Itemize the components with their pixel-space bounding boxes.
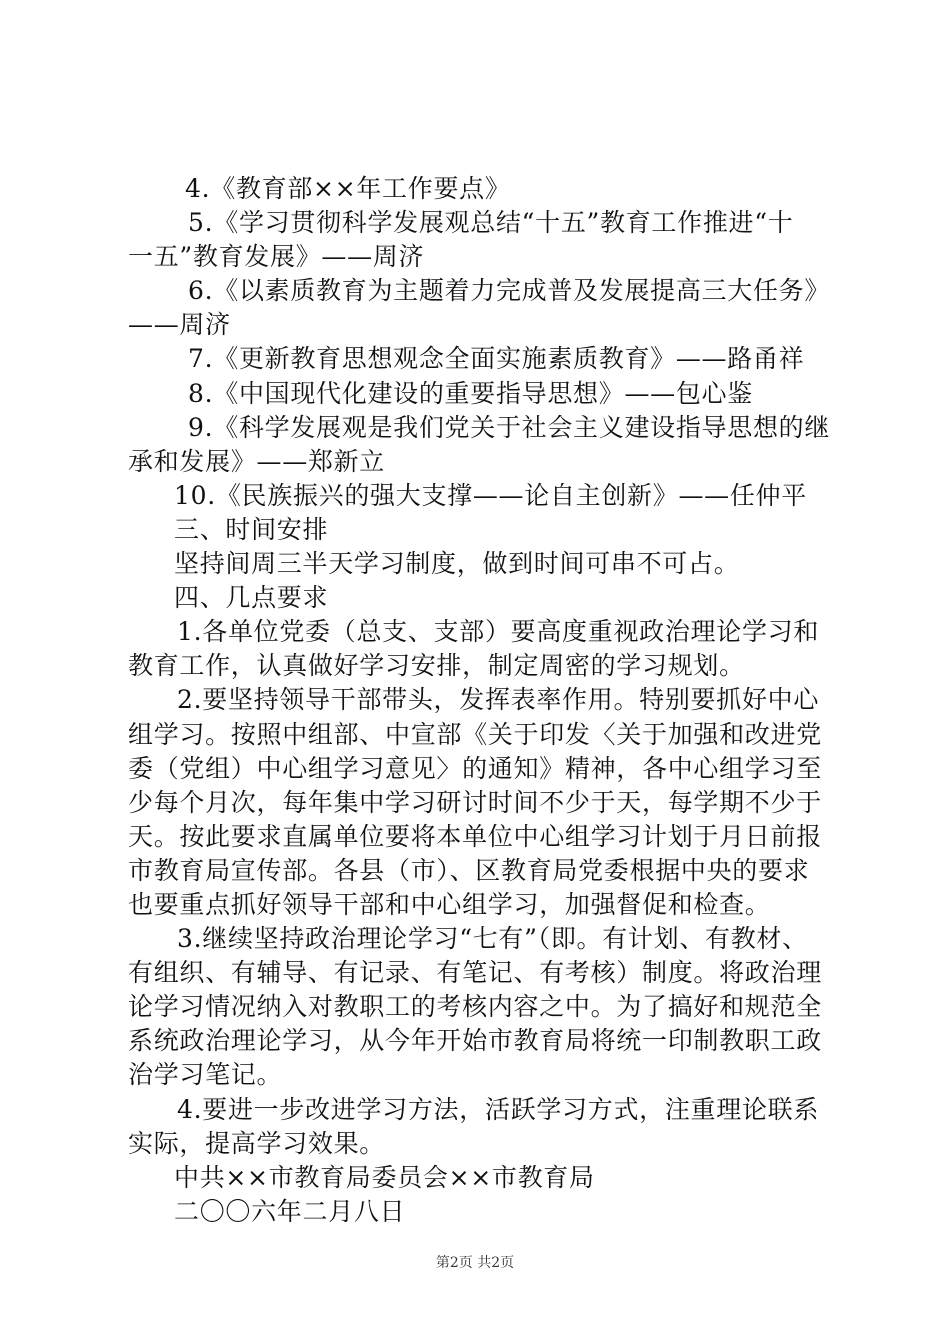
text-line: 9.《科学发展观是我们党关于社会主义建设指导思想的继	[188, 412, 831, 442]
text-line: 1.各单位党委（总支、支部）要高度重视政治理论学习和	[177, 617, 820, 647]
signature-date: 二〇〇六年二月八日	[174, 1196, 406, 1226]
text-line: 坚持间周三半天学习制度，做到时间可串不可占。	[174, 549, 740, 579]
text-line: ——周济	[128, 310, 231, 340]
text-line: 3.继续坚持政治理论学习“七有”（即。有计划、有教材、	[177, 924, 808, 954]
section-heading: 三、时间安排	[174, 514, 329, 544]
document-body	[128, 172, 833, 1229]
text-line: 7.《更新教育思想观念全面实施素质教育》——路甬祥	[188, 344, 805, 374]
text-line: 少每个月次，每年集中学习研讨时间不少于天，每学期不少于	[128, 787, 822, 817]
text-line: 也要重点抓好领导干部和中心组学习，加强督促和检查。	[128, 889, 771, 919]
text-line: 5.《学习贯彻科学发展观总结“十五”教育工作推进“十	[188, 208, 794, 238]
text-line: 承和发展》——郑新立	[128, 446, 386, 476]
text-line: 一五”教育发展》——周济	[128, 242, 425, 272]
signature-org: 中共××市教育局委员会××市教育局	[174, 1162, 595, 1192]
text-line: 治学习笔记。	[128, 1060, 283, 1090]
text-line: 天。按此要求直属单位要将本单位中心组学习计划于月日前报	[128, 821, 822, 851]
text-line: 2.要坚持领导干部带头，发挥表率作用。特别要抓好中心	[177, 685, 820, 715]
text-line: 市教育局宣传部。各县（市）、区教育局党委根据中央的要求	[128, 855, 810, 885]
text-line: 10.《民族振兴的强大支撑——论自主创新》——任仲平	[174, 480, 807, 510]
text-line: 论学习情况纳入对教职工的考核内容之中。为了搞好和规范全	[128, 992, 822, 1022]
page-footer: 第2页 共2页	[435, 1255, 515, 1271]
text-line: 4.要进一步改进学习方法，活跃学习方式，注重理论联系	[177, 1094, 820, 1124]
text-line: 实际，提高学习效果。	[128, 1128, 386, 1158]
text-line: 教育工作，认真做好学习安排，制定周密的学习规划。	[128, 651, 745, 681]
text-line: 系统政治理论学习，从今年开始市教育局将统一印制教职工政	[128, 1026, 822, 1056]
section-heading: 四、几点要求	[174, 583, 329, 613]
text-line: 组学习。按照中组部、中宣部《关于印发〈关于加强和改进党	[128, 719, 822, 749]
text-line: 8.《中国现代化建设的重要指导思想》——包心鉴	[188, 378, 753, 408]
text-line: 委（党组）中心组学习意见〉的通知》精神，各中心组学习至	[128, 753, 822, 783]
text-line: 6.《以素质教育为主题着力完成普及发展提高三大任务》	[188, 276, 831, 306]
text-line: 4.《教育部××年工作要点》	[185, 174, 511, 203]
text-line: 有组织、有辅导、有记录、有笔记、有考核）制度。将政治理	[128, 958, 822, 988]
